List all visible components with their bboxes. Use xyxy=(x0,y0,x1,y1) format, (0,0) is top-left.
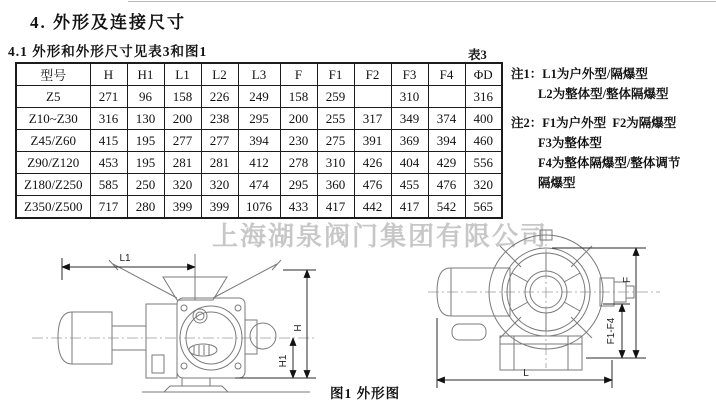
dimension-cell: 277 xyxy=(201,130,238,152)
dimension-cell: 415 xyxy=(90,130,127,152)
note-1 xyxy=(511,64,713,104)
dimension-cell: 476 xyxy=(354,174,391,196)
dimension-cell: 275 xyxy=(317,130,354,152)
dimension-cell: 399 xyxy=(164,196,201,219)
dim-label-L1: L1 xyxy=(119,253,131,264)
table-row xyxy=(16,152,502,174)
model-cell: Z90/Z120 xyxy=(16,152,90,174)
dimension-cell: 585 xyxy=(90,174,127,196)
dimension-cell: 433 xyxy=(280,196,317,219)
dimension-cell: 400 xyxy=(465,108,502,130)
column-header: L1 xyxy=(164,63,201,86)
column-header: F1 xyxy=(317,63,354,86)
base-stem xyxy=(182,378,210,386)
side-view-drawing xyxy=(32,254,316,392)
company-watermark: 上海湖泉阀门集团有限公司 xyxy=(212,222,549,251)
table-row xyxy=(16,86,502,108)
dimension-cell xyxy=(354,86,391,108)
model-cell: Z10~Z30 xyxy=(16,108,90,130)
dimension-cell: 277 xyxy=(164,130,201,152)
dimension-cell: 226 xyxy=(201,86,238,108)
dimension-cell: 349 xyxy=(391,108,428,130)
bottom-gearbox xyxy=(500,336,582,370)
dim-label-F: F xyxy=(622,276,633,284)
table-row xyxy=(16,174,502,196)
column-header: L3 xyxy=(238,63,280,86)
note2-line-2: F3为整体型 xyxy=(538,136,602,150)
model-cell: Z5 xyxy=(16,86,90,108)
column-header: L2 xyxy=(201,63,238,86)
display-hatch xyxy=(194,345,209,355)
dimension-cell: 426 xyxy=(354,152,391,174)
dimension-cell: 394 xyxy=(428,130,465,152)
dimension-cell: 565 xyxy=(465,196,502,219)
dimension-cell: 295 xyxy=(280,174,317,196)
dimension-cell: 271 xyxy=(90,86,127,108)
model-cell: Z350/Z500 xyxy=(16,196,90,219)
dimension-cell: 369 xyxy=(391,130,428,152)
dimension-table xyxy=(15,62,503,219)
dim-label-H1: H1 xyxy=(278,354,289,368)
page-top-rule xyxy=(128,1,716,2)
dimension-cell: 556 xyxy=(465,152,502,174)
handwheel-rim-right xyxy=(272,260,281,270)
dimension-cell: 130 xyxy=(127,108,164,130)
column-header: F3 xyxy=(391,63,428,86)
dimension-cell: 360 xyxy=(317,174,354,196)
note2-line-1: F1为户外型 F2为隔爆型 xyxy=(542,116,677,130)
dim-label-H: H xyxy=(293,324,304,332)
dimension-cell: 394 xyxy=(238,130,280,152)
side-lug xyxy=(452,324,486,340)
handwheel-spoke-left xyxy=(113,264,177,298)
column-header: 型号 xyxy=(16,63,90,86)
handwheel-spoke-right xyxy=(213,264,277,298)
model-cell: Z45/Z60 xyxy=(16,130,90,152)
dimension-cell: 442 xyxy=(354,196,391,219)
dimension-cell: 404 xyxy=(391,152,428,174)
dimension-cell: 316 xyxy=(90,108,127,130)
dimension-cell: 255 xyxy=(317,108,354,130)
dimension-cell: 455 xyxy=(391,174,428,196)
dimension-cell: 310 xyxy=(317,152,354,174)
dimension-cell: 281 xyxy=(164,152,201,174)
dimension-cell: 1076 xyxy=(238,196,280,219)
table-header-row xyxy=(16,63,502,86)
dimension-cell: 230 xyxy=(280,130,317,152)
dimension-cell: 200 xyxy=(164,108,201,130)
display-window xyxy=(189,344,217,356)
figure-caption: 图1 外形图 xyxy=(330,386,401,401)
bottom-fitting xyxy=(152,355,164,373)
gear-body xyxy=(146,304,177,378)
dimension-cell: 542 xyxy=(428,196,465,219)
note2-line-4: 隔爆型 xyxy=(538,176,576,190)
dim-label-L: L xyxy=(523,368,529,379)
indicator-window xyxy=(193,309,207,323)
table-row xyxy=(16,196,502,219)
column-header: H xyxy=(90,63,127,86)
dimension-cell: 412 xyxy=(238,152,280,174)
dimension-cell: 374 xyxy=(428,108,465,130)
section-title: 4. 外形及连接尺寸 xyxy=(30,13,186,32)
note2-line-3: F4为整体隔爆型/整体调节 xyxy=(538,156,681,170)
top-view-dimensions xyxy=(437,248,646,388)
dimension-cell: 310 xyxy=(391,86,428,108)
column-header: F4 xyxy=(428,63,465,86)
dimension-cell: 250 xyxy=(127,174,164,196)
dimension-cell: 316 xyxy=(465,86,502,108)
note1-line-1: L1为户外型/隔爆型 xyxy=(542,67,648,81)
note1-label: 注1： xyxy=(511,67,543,81)
dimension-cell: 460 xyxy=(465,130,502,152)
note1-line-2: L2为整体型/整体隔爆型 xyxy=(538,87,669,101)
dimension-cell: 453 xyxy=(90,152,127,174)
dimension-cell: 158 xyxy=(164,86,201,108)
dimension-cell: 295 xyxy=(238,108,280,130)
dimension-cell: 280 xyxy=(127,196,164,219)
dimension-cell: 158 xyxy=(280,86,317,108)
dimension-cell: 200 xyxy=(280,108,317,130)
dimension-cell: 317 xyxy=(354,108,391,130)
dimension-cell: 278 xyxy=(280,152,317,174)
dimension-cell: 717 xyxy=(90,196,127,219)
dimension-cell: 195 xyxy=(127,130,164,152)
dimension-cell: 476 xyxy=(428,174,465,196)
table-row xyxy=(16,130,502,152)
dimension-cell xyxy=(428,86,465,108)
model-cell: Z180/Z250 xyxy=(16,174,90,196)
base-flange xyxy=(164,386,228,392)
table-number-label: 表3 xyxy=(468,48,487,62)
dimension-cell: 320 xyxy=(164,174,201,196)
top-view-drawing xyxy=(428,230,660,370)
dimension-cell: 320 xyxy=(465,174,502,196)
column-header: H1 xyxy=(127,63,164,86)
subsection-title: 4.1 外形和外形尺寸见表3和图1 xyxy=(8,44,208,59)
column-header: F xyxy=(280,63,317,86)
dimension-cell: 399 xyxy=(201,196,238,219)
dimension-cell: 417 xyxy=(317,196,354,219)
side-knob xyxy=(250,323,276,349)
dimension-cell: 96 xyxy=(127,86,164,108)
dimension-cell: 259 xyxy=(317,86,354,108)
handwheel-rim-left xyxy=(109,260,118,270)
notes xyxy=(511,64,713,193)
dim-label-F1-F4: F1-F4 xyxy=(606,317,617,345)
dimension-cell: 474 xyxy=(238,174,280,196)
note-2 xyxy=(511,113,713,193)
dimension-cell: 281 xyxy=(201,152,238,174)
dimension-cell: 417 xyxy=(391,196,428,219)
dimension-cell: 391 xyxy=(354,130,391,152)
dimension-cell: 238 xyxy=(201,108,238,130)
table-row xyxy=(16,108,502,130)
note2-label: 注2： xyxy=(511,116,543,130)
dimension-cell: 195 xyxy=(127,152,164,174)
dimension-cell: 429 xyxy=(428,152,465,174)
dimension-cell: 320 xyxy=(201,174,238,196)
column-header: F2 xyxy=(354,63,391,86)
column-header: ΦD xyxy=(465,63,502,86)
dimension-cell: 249 xyxy=(238,86,280,108)
